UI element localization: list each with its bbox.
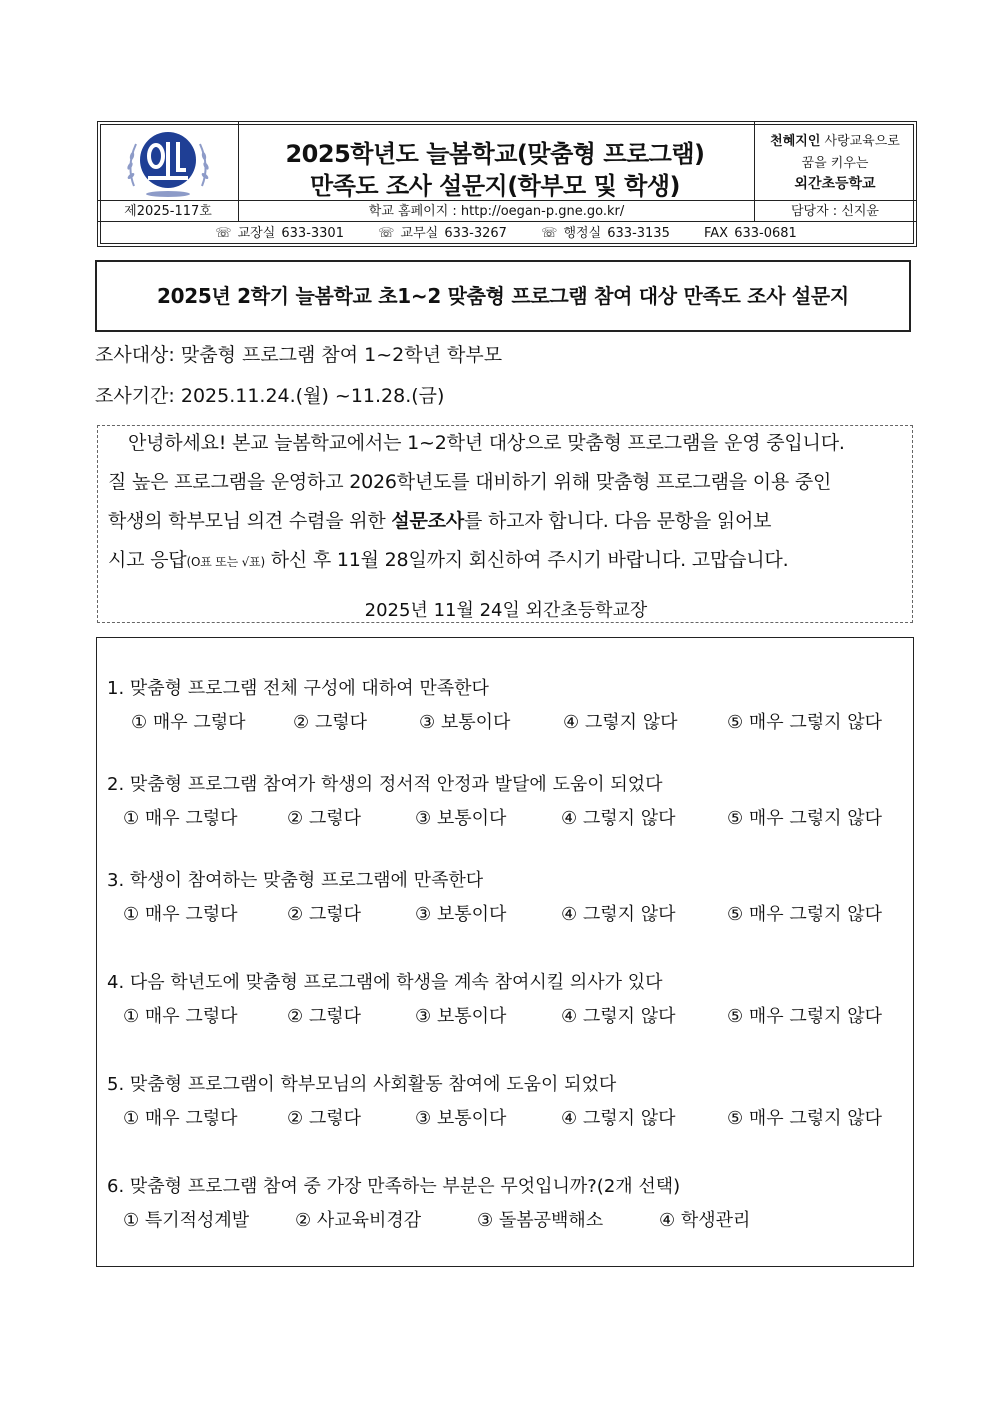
greeting-line: 질 높은 프로그램을 운영하고 2026학년도를 대비하기 위해 맞춤형 프로그램을 이용 중인 — [108, 471, 832, 493]
option[interactable]: ① 매우 그렇다 — [123, 904, 238, 925]
option[interactable]: ② 사교육비경감 — [295, 1210, 422, 1231]
option[interactable]: ② 그렇다 — [293, 712, 368, 733]
greeting-box — [97, 425, 913, 623]
option[interactable]: ④ 그렇지 않다 — [561, 904, 676, 925]
option[interactable]: ④ 학생관리 — [659, 1210, 751, 1231]
option[interactable]: ⑤ 매우 그렇지 않다 — [727, 712, 883, 733]
option[interactable]: ④ 그렇지 않다 — [563, 712, 678, 733]
option[interactable]: ④ 그렇지 않다 — [561, 1108, 676, 1129]
manager-name: 담당자 : 신지윤 — [791, 204, 879, 219]
phone-teachers: ☏ 교무실 633-3267 — [378, 226, 507, 241]
option[interactable]: ③ 보통이다 — [415, 808, 507, 829]
option[interactable]: ① 매우 그렇다 — [123, 808, 238, 829]
option[interactable]: ③ 보통이다 — [415, 904, 507, 925]
questions-box — [96, 637, 914, 1267]
question-1: 1. 맞춤형 프로그램 전체 구성에 대하여 만족한다 — [107, 678, 489, 699]
question-5: 5. 맞춤형 프로그램이 학부모님의 사회활동 참여에 도움이 되었다 — [107, 1074, 617, 1095]
greeting-line — [108, 506, 904, 533]
option[interactable]: ② 그렇다 — [287, 1108, 362, 1129]
option[interactable]: ① 특기적성계발 — [123, 1210, 250, 1231]
document-title-line1: 2025학년도 늘봄학교(맞춤형 프로그램) — [285, 140, 705, 168]
option[interactable]: ④ 그렇지 않다 — [561, 1006, 676, 1027]
school-logo — [122, 126, 214, 200]
greeting-text: 를 하고자 합니다. 다음 문항을 읽어보 — [463, 510, 772, 532]
fax-number: FAX 633-0681 — [704, 226, 797, 241]
phone-principal: ☏ 교장실 633-3301 — [215, 226, 344, 241]
option[interactable]: ① 매우 그렇다 — [123, 1006, 238, 1027]
letterhead — [97, 121, 917, 247]
phone-admin: ☏ 행정실 633-3135 — [541, 226, 670, 241]
doc-number: 제2025-117호 — [124, 204, 212, 219]
option[interactable]: ③ 보통이다 — [415, 1108, 507, 1129]
contact-row — [98, 223, 914, 245]
school-motto — [756, 130, 914, 149]
question-3: 3. 학생이 참여하는 맞춤형 프로그램에 만족한다 — [107, 870, 484, 891]
option[interactable]: ⑤ 매우 그렇지 않다 — [727, 1006, 883, 1027]
greeting-line: 안녕하세요! 본교 늘봄학교에서는 1~2학년 대상으로 맞춤형 프로그램을 운영 중입니다. — [128, 432, 845, 454]
option[interactable]: ② 그렇다 — [287, 808, 362, 829]
motto-rest: 사랑교육으로 — [820, 134, 900, 149]
option[interactable]: ⑤ 매우 그렇지 않다 — [727, 808, 883, 829]
document-title-line2: 만족도 조사 설문지(학부모 및 학생) — [310, 172, 680, 200]
survey-target: 조사대상: 맞춤형 프로그램 참여 1~2학년 학부모 — [95, 344, 503, 366]
option[interactable]: ⑤ 매우 그렇지 않다 — [727, 1108, 883, 1129]
option[interactable]: ③ 돌봄공백해소 — [477, 1210, 604, 1231]
greeting-text: 하신 후 11월 28일까지 회신하여 주시기 바랍니다. 고맙습니다. — [264, 549, 789, 571]
survey-title: 2025년 2학기 늘봄학교 초1~2 맞춤형 프로그램 참여 대상 만족도 조사 설문지 — [95, 260, 911, 332]
option[interactable]: ① 매우 그렇다 — [131, 712, 246, 733]
greeting-text: 학생의 학부모님 의견 수렴을 위한 — [108, 510, 392, 532]
school-motto-line2: 꿈을 키우는 — [801, 156, 869, 171]
option[interactable]: ① 매우 그렇다 — [123, 1108, 238, 1129]
greeting-bold: 설문조사 — [391, 510, 464, 532]
option[interactable]: ② 그렇다 — [287, 1006, 362, 1027]
option[interactable]: ③ 보통이다 — [419, 712, 511, 733]
school-name: 외간초등학교 — [794, 176, 876, 192]
question-6: 6. 맞춤형 프로그램 참여 중 가장 만족하는 부분은 무엇입니까?(2개 선택) — [107, 1176, 681, 1197]
signature: 2025년 11월 24일 외간초등학교장 — [364, 600, 648, 621]
question-4: 4. 다음 학년도에 맞춤형 프로그램에 학생을 계속 참여시킬 의사가 있다 — [107, 972, 663, 993]
survey-period: 조사기간: 2025.11.24.(월) ~11.28.(금) — [95, 385, 445, 407]
motto-bold: 천혜지인 — [770, 134, 821, 149]
option[interactable]: ④ 그렇지 않다 — [561, 808, 676, 829]
response-hint: (O표 또는 √표) — [186, 555, 265, 569]
question-2: 2. 맞춤형 프로그램 참여가 학생의 정서적 안정과 발달에 도움이 되었다 — [107, 774, 663, 795]
greeting-text: 시고 응답 — [108, 549, 187, 571]
homepage-link[interactable]: 학교 홈페이지 : http://oegan-p.gne.go.kr/ — [368, 204, 625, 219]
option[interactable]: ② 그렇다 — [287, 904, 362, 925]
greeting-line — [108, 545, 904, 572]
option[interactable]: ③ 보통이다 — [415, 1006, 507, 1027]
option[interactable]: ⑤ 매우 그렇지 않다 — [727, 904, 883, 925]
